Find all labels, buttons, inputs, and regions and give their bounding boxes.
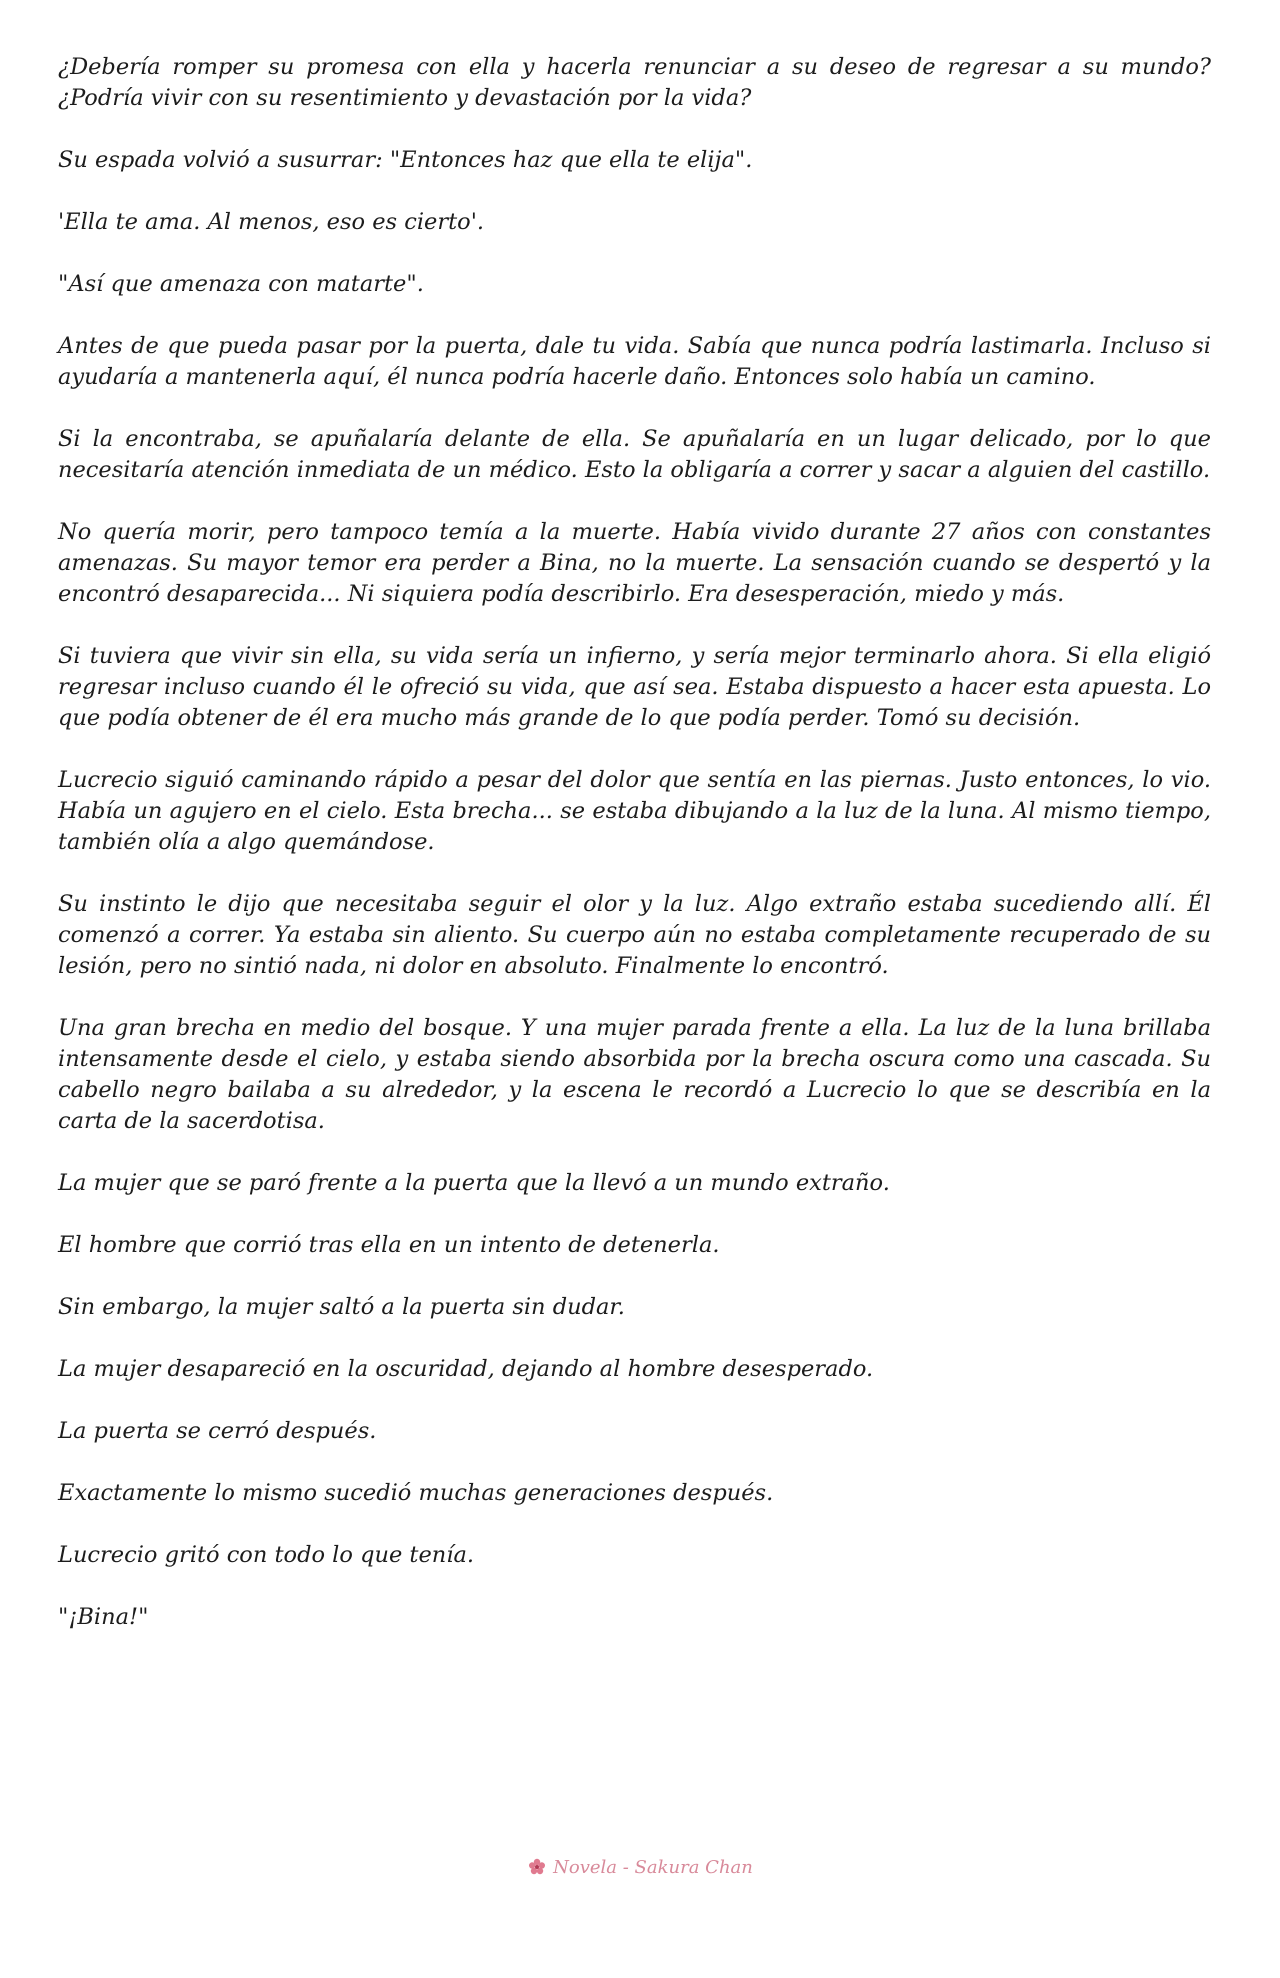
paragraph: No quería morir, pero tampoco temía a la muerte. Había vivido durante 27 años con constantes amenazas. Su mayor temor era perder a Bina, no la muerte. La sensación cuando se despertó y la encontró desaparecida... Ni siquiera podía describirlo. Era desesperación, miedo y más.	[58, 519, 1211, 607]
paragraph: Su espada volvió a susurrar: "Entonces haz que ella te elija".	[58, 147, 753, 173]
paragraph: "¡Bina!"	[58, 1604, 149, 1630]
paragraph: La puerta se cerró después.	[58, 1418, 377, 1444]
paragraph: Lucrecio siguió caminando rápido a pesar del dolor que sentía en las piernas. Justo entonces, lo vio. Había un agujero en el cielo. Esta brecha... se estaba dibujando a la luz de la luna. Al mismo tiempo, también olía a algo quemándose.	[58, 767, 1211, 855]
paragraph: Su instinto le dijo que necesitaba seguir el olor y la luz. Algo extraño estaba sucediendo allí. Él comenzó a correr. Ya estaba sin aliento. Su cuerpo aún no estaba completamente recuperado de su lesión, pero no sintió nada, ni dolor en absoluto. Finalmente lo encontró.	[58, 891, 1211, 979]
paragraph: Una gran brecha en medio del bosque. Y una mujer parada frente a ella. La luz de la luna brillaba intensamente desde el cielo, y estaba siendo absorbida por la brecha oscura como una cascada. Su cabello negro bailaba a su alrededor, y la escena le recordó a Lucrecio lo que se describía en la carta de la sacerdotisa.	[58, 1015, 1211, 1134]
footer-text: Novela - Sakura Chan	[553, 1857, 753, 1878]
paragraph: Lucrecio gritó con todo lo que tenía.	[58, 1542, 475, 1568]
paragraph: ¿Debería romper su promesa con ella y hacerla renunciar a su deseo de regresar a su mundo? ¿Podría vivir con su resentimiento y devastación por la vida?	[58, 54, 1211, 111]
paragraph: "Así que amenaza con matarte".	[58, 271, 424, 297]
paragraph: Antes de que pueda pasar por la puerta, dale tu vida. Sabía que nunca podría lastimarla. Incluso si ayudaría a mantenerla aquí, él nunca podría hacerle daño. Entonces solo había un camino.	[58, 333, 1211, 390]
paragraph: 'Ella te ama. Al menos, eso es cierto'.	[58, 209, 485, 235]
paragraph: Si tuviera que vivir sin ella, su vida sería un infierno, y sería mejor terminarlo ahora. Si ella eligió regresar incluso cuando él le ofreció su vida, que así sea. Estaba dispuesto a hacer esta apuesta. Lo que podía obtener de él era mucho más grande de lo que podía perder. Tomó su decisión.	[58, 643, 1211, 731]
sakura-flower-icon	[527, 1857, 553, 1878]
paragraph: La mujer que se paró frente a la puerta que la llevó a un mundo extraño.	[58, 1170, 890, 1196]
paragraph: Si la encontraba, se apuñalaría delante de ella. Se apuñalaría en un lugar delicado, por lo que necesitaría atención inmediata de un médico. Esto la obligaría a correr y sacar a alguien del castillo.	[58, 426, 1211, 483]
paragraph: La mujer desapareció en la oscuridad, dejando al hombre desesperado.	[58, 1356, 874, 1382]
paragraph: El hombre que corrió tras ella en un intento de detenerla.	[58, 1232, 720, 1258]
paragraph: Exactamente lo mismo sucedió muchas generaciones después.	[58, 1480, 774, 1506]
paragraph: Sin embargo, la mujer saltó a la puerta sin dudar.	[58, 1294, 625, 1320]
footer-watermark	[0, 1852, 1280, 1883]
